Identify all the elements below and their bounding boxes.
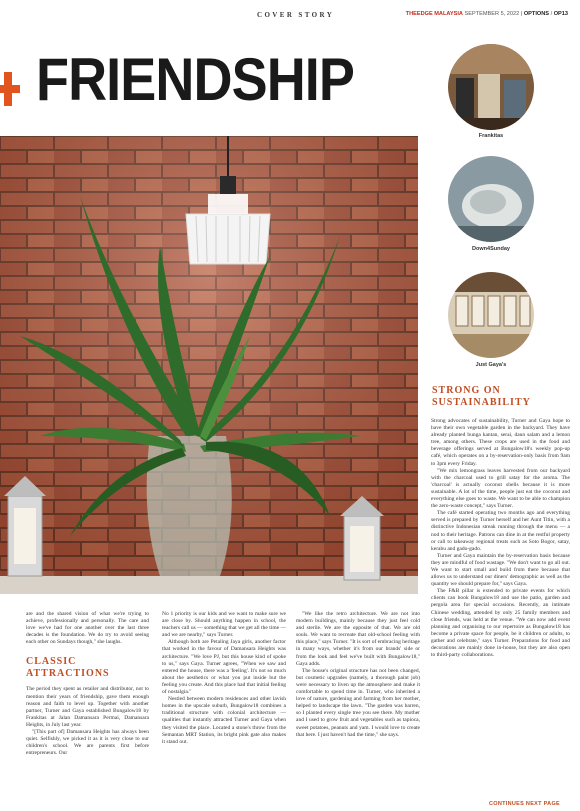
paragraph: Turner and Gaya maintain the by-reservation basis because they are mindful of food wastage. "We don't want to go all out. We want to start small and build from there because that allows us to understand our diners' demographic as well as the quantity we should prepare for," says Gaya. <box>431 552 570 588</box>
subhead-classic-attractions: CLASSIC ATTRACTIONS <box>26 656 110 680</box>
paragraph: "We like the retro architecture. We are not into modern buildings, mainly because they just feel cold and sterile. We are the opposite of that. We are old souls. We want to recreate that old-school feeling with this place," says Turner. "It is sort of embracing heritage in many ways, whether it's from our brands' side or from the look and feel we've built with Bungalow18," Gaya adds. <box>296 611 420 667</box>
paragraph: are and the shared vision of what we're trying to achieve, professionally and personally. The care and love we've had for one another over the last three decades is the foundation. We do try to avoid seeing each other on Sundays though," she laughs. <box>26 611 149 646</box>
caption-just-gayas: Just Gaya's <box>475 362 507 368</box>
continues-next-page: CONTINUES NEXT PAGE <box>489 801 560 807</box>
subhead-sustainability: STRONG ON SUSTAINABILITY <box>432 385 531 408</box>
column-4 <box>431 418 570 659</box>
section-name: OPTIONS <box>523 11 550 17</box>
frankitas-photo <box>448 44 534 130</box>
page-header <box>0 0 580 30</box>
paragraph: Nestled between modern residences and other lavish homes in the upscale suburb, Bungalow18 combines a traditional structure with colonial architecture — qualities that instantly attracted Turner and Gaya when they visited the place. Located a stone's throw from the Semantan MRT Station, its bright pink gate also makes it stand out. <box>162 696 286 745</box>
hero-photo <box>0 136 418 594</box>
caption-frankitas: Frankitas <box>478 133 504 139</box>
plus-icon <box>0 70 20 110</box>
column-2 <box>162 611 286 746</box>
section-label: COVER STORY <box>257 11 335 19</box>
page-number: OP13 <box>553 11 568 17</box>
paragraph: The period they spent as retailer and distributor, not to mention their years of friendship, gave them enough reason and faith to level up. Together with another partner, Turner and Gaya established Bungalow18 by Frankitas at Jalan Damansara Permai, Damansara Heights, in July last year. <box>26 686 149 728</box>
paragraph: The café started operating two months ago and everything served is prepared by Turner herself and her Aunt Titin, with a distinctive Indonesian streak running through the menu — a nod to their heritage. Patrons can dine in at the restful property or call to takeaway regional treats such as Soto Bogor, satay, kerabu and gado-gado. <box>431 510 570 552</box>
down4sunday-photo <box>448 156 534 242</box>
paragraph: The house's original structure has not been changed, but cosmetic upgrades (namely, a thorough paint job) were necessary to liven up the atmosphere and make it comfortable to spend time in. Turner, who inherited a love of nature, gardening and farming from her mother, helped to landscape the lawn. "The garden was barren, so I planted every single tree you see there. My mother and I used to grow fruit and vegetables such as tapioca, sweet potatoes, peanuts and yam. I would love to create that here. I just haven't had the time," she says. <box>296 667 420 738</box>
paragraph: Although both are Petaling Jaya girls, another factor that worked in the favour of Damansara Heights was architecture. "We love PJ, but this house kind of spoke to us," says Gaya. Turner agrees, "When we saw and entered the house, there was a 'feeling'. It's not so much about the aesthetics or what you put inside but the feeling you create. And this place had that initial feeling of nostalgia." <box>162 639 286 696</box>
brand-name: THEEDGE MALAYSIA <box>405 11 463 17</box>
caption-down4sunday: Down4Sunday <box>472 246 510 252</box>
paragraph: Strong advocates of sustainability, Turner and Gaya hope to have their own vegetable garden in the backyard. They have already planted bunga kantan, serai, daun salam and a lemon tree, among others. These crops are used in the food and beverage offerings served at Bungalow18's weekly pop-up café, which operates on a by-reservation-only basis from 9am to 3pm every Friday. <box>431 418 570 467</box>
paragraph: "[This part of] Damansara Heights has always been quiet. Selfishly, we picked it as it is very close to our children's school. We are parents first before entrepreneurs. Our <box>26 729 149 757</box>
paragraph: The F&B pillar is extended to private events for which clients can book Bungalow18 and use the patio, garden and pergola area for special occasions. Recently, an intimate Chinese wedding, attended by only 25 family members and close friends, was held at the venue. "We can now add event planning and organising to our repertoire as Bungalow18 has become a private space for people, be it children or adults, to gather and celebrate," says Turner. Preparations for food and decorations are mainly done in-house, but they are also open to third-party collaborations. <box>431 588 570 659</box>
paragraph: "We mix lemongrass leaves harvested from our backyard with the charcoal used to grill satay for the aroma. The 'charcoal' is actually coconut shells because it is more sustainable. A lot of the time, people just eat the coconut and everything else goes to waste. We want to be able to champion the zero-waste concept," says Turner. <box>431 467 570 510</box>
masthead: THEEDGE MALAYSIA SEPTEMBER 5, 2022 | OPTIONS / OP13 <box>405 11 568 17</box>
just-gayas-photo <box>448 272 534 358</box>
paragraph: No 1 priority is our kids and we want to make sure we are close by. Should anything happen in school, the teachers call us — something that we get all the time — and we are nearby," says Turner. <box>162 611 286 639</box>
column-1 <box>26 611 149 757</box>
page-title: FRIENDSHIP <box>36 46 355 113</box>
column-3 <box>296 611 420 739</box>
issue-date: SEPTEMBER 5, 2022 <box>464 11 520 17</box>
